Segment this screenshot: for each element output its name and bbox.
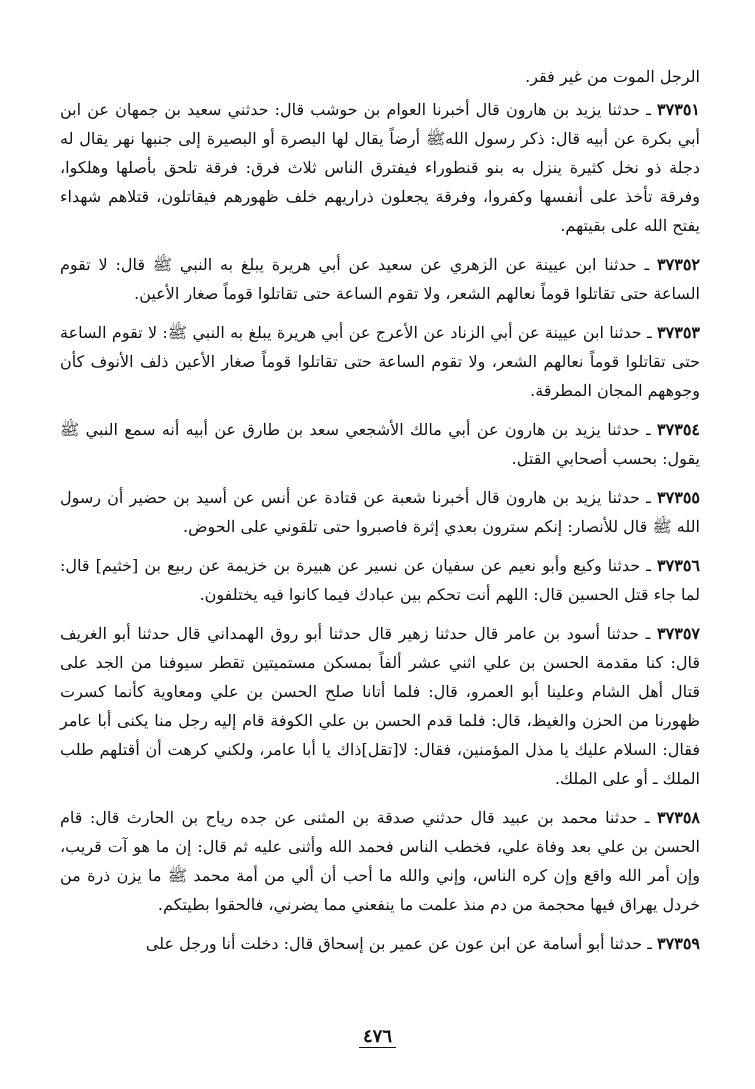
page-number — [0, 1026, 755, 1047]
page-body — [60, 62, 700, 968]
page-number-text: ٤٧٦ — [359, 1026, 396, 1048]
hadith-number: ٣٧٣٥٦ — [657, 556, 700, 575]
hadith-text: ـ حدثنا وكيع وأبو نعيم عن سفيان عن نسير عن هبيرة بن خزيمة عن ربيع بن [خثيم] قال: لما جاء قتل الحسين قال: اللهم أنت تحكم بين عبادك فيما كانوا فيه يختلفون. — [60, 556, 700, 604]
intro-line: الرجل الموت من غير فقر. — [525, 67, 700, 86]
hadith-text: ـ حدثنا يزيد بن هارون قال أخبرنا العوام بن حوشب قال: حدثني سعيد بن جمهان عن ابن أبي بكرة عن أبيه قال: ذكر رسول اللهﷺ أرضاً يقال لها البصرة أو البصيرة إلى جنبها نهر يقال له دجلة ذو نخل كثيرة ينزل به بنو قنطوراء فيفترق الناس ثلاث فرق: فرقة تلحق بأصلها وهلكوا، وفرقة تأخذ على أنفسها وكفروا، وفرقة يجعلون ذراريهم خلف ظهورهم فيقاتلون، قتلاهم شهداء يفتح الله على بقيتهم. — [60, 100, 700, 235]
hadith-text: ـ حدثنا ابن عيينة عن أبي الزناد عن الأعرج عن أبي هريرة يبلغ به النبي ﷺ: لا تقوم الساعة حتى تقاتلوا قوماً نعالهم الشعر، ولا تقوم الساعة حتى تقاتلوا قوماً صغار الأعين ذلف الأنوف كأن وجوههم المجان المطرقة. — [60, 323, 700, 400]
hadith-37359 — [60, 929, 700, 958]
hadith-number: ٣٧٣٥٢ — [657, 255, 701, 274]
hadith-number: ٣٧٣٥٤ — [657, 420, 700, 439]
hadith-number: ٣٧٣٥٣ — [657, 323, 700, 342]
hadith-text: ـ حدثنا يزيد بن هارون عن أبي مالك الأشجعي سعد بن طارق عن أبيه أنه سمع النبي ﷺ يقول: بحسب أصحابي القتل. — [60, 420, 700, 468]
hadith-37358 — [60, 803, 700, 919]
hadith-number: ٣٧٣٥٩ — [657, 934, 700, 953]
hadith-text: ـ حدثنا يزيد بن هارون قال أخبرنا شعبة عن قتادة عن أنس عن أسيد بن حضير أن رسول الله ﷺ قال للأنصار: إنكم سترون بعدي إثرة فاصبروا حتى تلقوني على الحوض. — [60, 488, 700, 536]
hadith-number: ٣٧٣٥٧ — [657, 624, 700, 643]
hadith-text: ـ حدثنا أسود بن عامر قال حدثنا زهير قال حدثنا أبو روق الهمداني قال حدثنا أبو الغريف قال: كنا مقدمة الحسن بن علي اثني عشر ألفاً بمسكن مستميتين تقطر سيوفنا من الجد على قتال أهل الشام وعلينا أبو العمرو، قال: فلما أتانا صلح الحسن بن علي ومعاوية كأنما كسرت ظهورنا من الحزن والغيظ، قال: فلما قدم الحسن بن علي الكوفة قام إليه رجل منا يكنى أبا عامر فقال: السلام عليك يا مذل المؤمنين، فقال: لا[تقل]ذاك يا أبا عامر، ولكني كرهت أن أقتلهم طلب الملك ـ أو على الملك. — [60, 624, 700, 788]
hadith-37353 — [60, 318, 700, 405]
hadith-text: ـ حدثنا ابن عيينة عن الزهري عن سعيد عن أبي هريرة يبلغ به النبي ﷺ قال: لا تقوم الساعة حتى تقاتلوا قوماً نعالهم الشعر، ولا تقوم الساعة حتى تقاتلوا قوماً صغار الأعين. — [60, 255, 700, 303]
hadith-number: ٣٧٣٥٥ — [657, 488, 701, 507]
hadith-37351 — [60, 95, 700, 240]
hadith-37354 — [60, 415, 700, 473]
hadith-37356 — [60, 551, 700, 609]
hadith-37352 — [60, 250, 700, 308]
hadith-37357 — [60, 619, 700, 793]
hadith-37355 — [60, 483, 700, 541]
hadith-number: ٣٧٣٥١ — [657, 100, 700, 119]
hadith-text: ـ حدثنا محمد بن عبيد قال حدثني صدقة بن المثنى عن جده رياح بن الحارث قال: قام الحسن بن علي بعد وفاة علي، فخطب الناس فحمد الله وأثنى عليه ثم قال: إن ما هو آت قريب، وإن أمر الله واقع وإن كره الناس، وإني والله ما أحب أن ألي من أمة محمد ﷺ ما يزن ذرة من خردل يهراق فيها محجمة من دم منذ علمت ما ينفعني مما يضرني، فالحقوا بطيتكم. — [60, 808, 700, 914]
hadith-number: ٣٧٣٥٨ — [657, 808, 700, 827]
hadith-text: ـ حدثنا أبو أسامة عن ابن عون عن عمير بن إسحاق قال: دخلت أنا ورجل على — [145, 934, 652, 953]
